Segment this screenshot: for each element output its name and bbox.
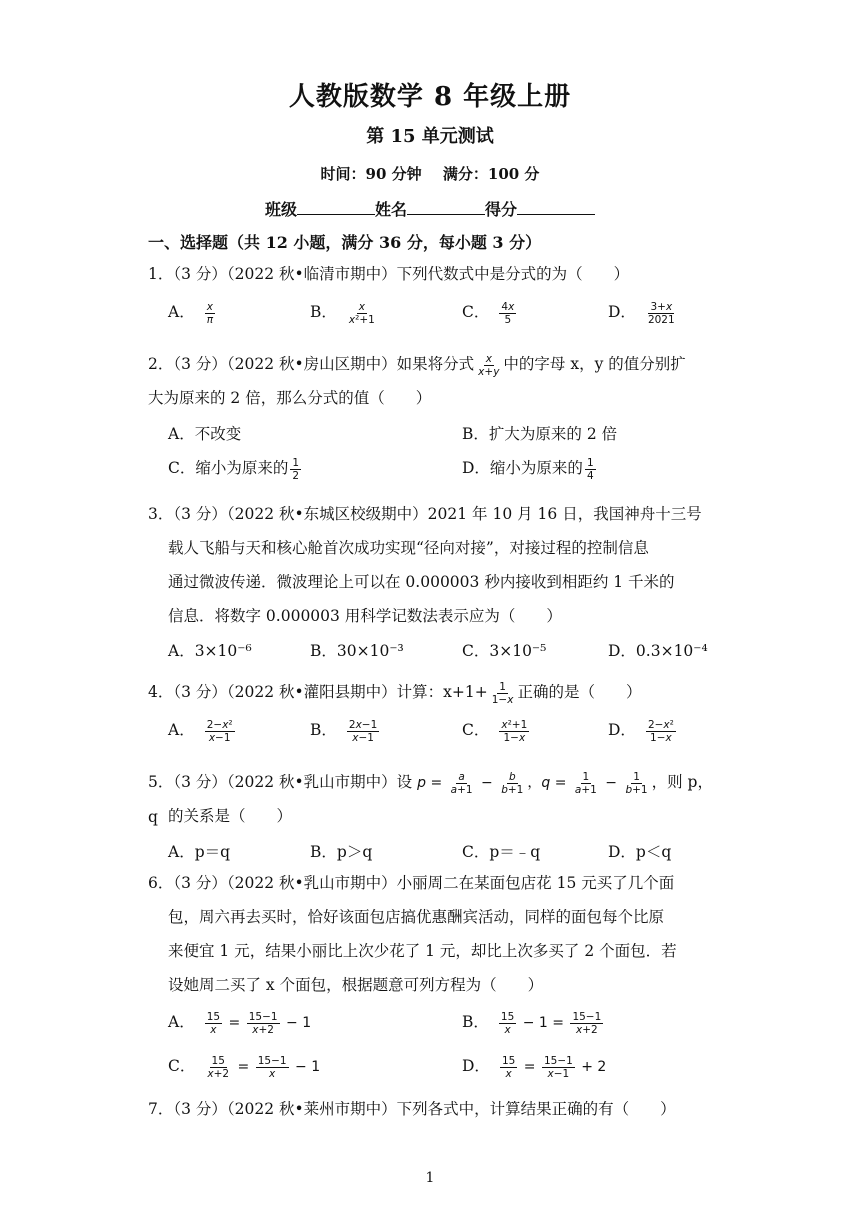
name-blank[interactable] xyxy=(407,200,485,215)
section-heading: 一、选择题（共 12 小题，满分 36 分，每小题 3 分） xyxy=(148,233,542,252)
unit-subtitle: 第 15 单元测试 xyxy=(366,126,494,147)
q5-option-a[interactable]: A．p＝q xyxy=(168,843,231,861)
question-5: 5．（3 分）（2022 秋•乳山市期中）设 p = $\frac{a}{a+1}$ − $\frac{b}{b+1}$ ，q = $\frac{1}{a+1}$ − $\frac{1}{b+1}$ ，则 p，q xyxy=(148,770,713,826)
q1-option-b[interactable]: B． $\frac{x}{\text{x²+1}}$ xyxy=(310,300,375,326)
q2-fraction: $\frac{x}{x+y}$ xyxy=(478,352,500,378)
question-4: 4．（3 分）（2022 秋•灌阳县期中）计算：x+1+ $\frac{1}{1-x}$ 正确的是（ ） xyxy=(148,680,642,706)
question-6-line-2: 包，周六再去买时，恰好该面包店搞优惠酬宾活动，同样的面包每个比原 xyxy=(168,908,665,926)
question-3-line-1: 3．（3 分）（2022 秋•东城区校级期中）2021 年 10 月 16 日，我国神舟十三号 xyxy=(148,505,702,523)
q4-option-c[interactable]: C． $\frac{\text{x²+1}}{1-x}$ xyxy=(462,718,528,744)
question-3-line-2: 载人飞船与天和核心舱首次成功实现“径向对接”，对接过程的控制信息 xyxy=(168,539,649,557)
q1-option-d[interactable]: D． $\frac{3+x}{2021}$ xyxy=(608,300,675,326)
name-label: 姓名 xyxy=(374,200,407,219)
q5-option-c[interactable]: C．p＝﹣q xyxy=(462,843,541,861)
student-info-line xyxy=(0,197,860,220)
question-5-line-2: 的关系是（ ） xyxy=(168,807,293,825)
q1-option-a[interactable]: A． $\frac{x}{\pi}$ xyxy=(168,300,214,326)
q3-option-c[interactable]: C．3×10⁻⁵ xyxy=(462,642,547,660)
page-number: 1 xyxy=(425,1170,435,1186)
grade-blank[interactable] xyxy=(517,200,595,215)
q3-option-a[interactable]: A．3×10⁻⁶ xyxy=(168,642,252,660)
question-3-line-3: 通过微波传递．微波理论上可以在 0.000003 秒内接收到相距约 1 千米的 xyxy=(168,573,675,591)
q4-fraction: $\frac{1}{1-x}$ xyxy=(491,680,514,706)
q4-option-a[interactable]: A． $\frac{\text{2−x²}}{x-1}$ xyxy=(168,718,233,744)
question-6-line-3: 来便宜 1 元，结果小丽比上次少花了 1 元，却比上次多买了 2 个面包．若 xyxy=(168,942,677,960)
q1-option-c[interactable]: C． $\frac{4x}{5}$ xyxy=(462,300,515,326)
q6-option-a[interactable]: A． $\frac{15}{x}$ = $\frac{15-1}{x+2}$ − 1 xyxy=(168,1010,312,1036)
question-7: 7．（3 分）（2022 秋•莱州市期中）下列各式中，计算结果正确的有（ ） xyxy=(148,1100,676,1118)
q6-option-c[interactable]: C． $\frac{15}{x+2}$ = $\frac{15-1}{x}$ − 1 xyxy=(168,1054,321,1080)
grade-label: 得分 xyxy=(485,200,518,219)
q2-option-b[interactable]: B．扩大为原来的 2 倍 xyxy=(462,425,618,443)
q5-option-b[interactable]: B．p＞q xyxy=(310,843,373,861)
q6-option-b[interactable]: B． $\frac{15}{x}$ − 1 = $\frac{15-1}{x+2}$ xyxy=(462,1010,602,1036)
time-label: 时间：90 分钟 xyxy=(320,165,422,183)
q3-option-d[interactable]: D．0.3×10⁻⁴ xyxy=(608,642,708,660)
q2-option-c[interactable]: C．缩小为原来的 $\frac{1}{2}$ xyxy=(168,456,300,482)
question-2-line-2: 大为原来的 2 倍，那么分式的值（ ） xyxy=(148,389,432,407)
question-1: 1．（3 分）（2022 秋•临清市期中）下列代数式中是分式的为（ ） xyxy=(148,265,630,283)
time-score-line xyxy=(0,163,860,184)
q6-option-d[interactable]: D． $\frac{15}{x}$ = $\frac{15-1}{x-1}$ + 2 xyxy=(462,1054,607,1080)
q2-option-d[interactable]: D．缩小为原来的 $\frac{1}{4}$ xyxy=(462,456,594,482)
page-title: 人教版数学 8 年级上册 xyxy=(288,82,572,112)
q3-option-b[interactable]: B．30×10⁻³ xyxy=(310,642,404,660)
q4-option-d[interactable]: D． $\frac{\text{2−x²}}{1-x}$ xyxy=(608,718,674,744)
q5-option-d[interactable]: D．p＜q xyxy=(608,843,672,861)
q4-option-b[interactable]: B． $\frac{2x-1}{x-1}$ xyxy=(310,718,378,744)
question-2: 2．（3 分）（2022 秋•房山区期中）如果将分式 $\frac{x}{x+y}$ 中的字母 x，y 的值分别扩 xyxy=(148,352,686,378)
question-6-line-4: 设她周二买了 x 个面包，根据题意可列方程为（ ） xyxy=(168,976,544,994)
q2-option-a[interactable]: A．不改变 xyxy=(168,425,242,443)
question-3-line-4: 信息．将数字 0.000003 用科学记数法表示应为（ ） xyxy=(168,607,562,625)
question-6-line-1: 6．（3 分）（2022 秋•乳山市期中）小丽周二在某面包店花 15 元买了几个面 xyxy=(148,874,675,892)
class-label: 班级 xyxy=(264,200,297,219)
q5-expression: p = $\frac{a}{a+1}$ − $\frac{b}{b+1}$ ，q = $\frac{1}{a+1}$ − $\frac{1}{b+1}$ xyxy=(417,770,648,796)
class-blank[interactable] xyxy=(297,200,375,215)
score-label: 满分：100 分 xyxy=(442,165,540,183)
